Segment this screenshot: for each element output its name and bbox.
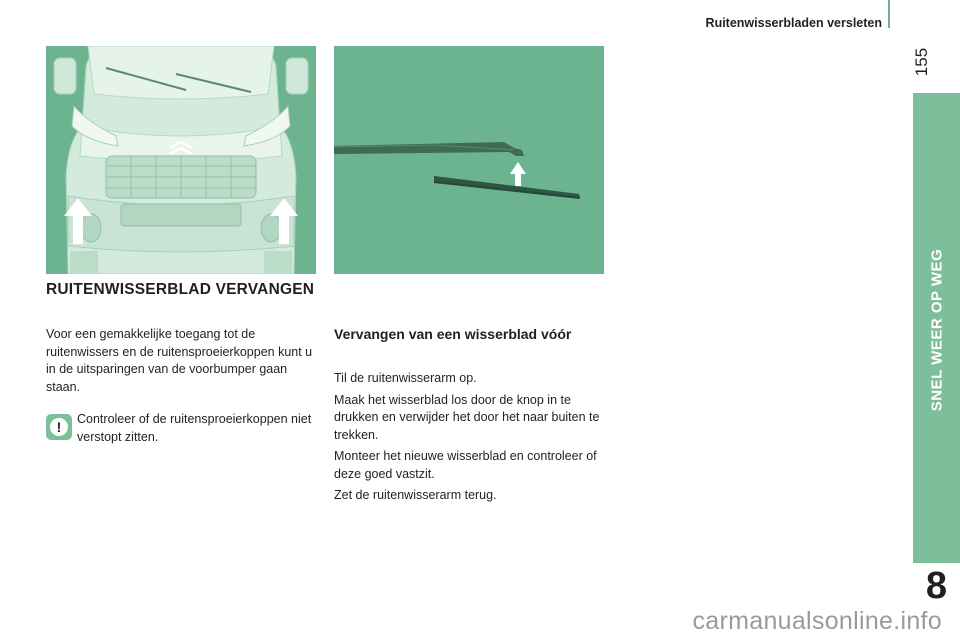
chapter-tab-label: SNEL WEER OP WEG: [928, 248, 945, 412]
intro-paragraph: Voor een gemakkelijke toegang tot de ruitenwissers en de ruitensproeierkoppen kunt u in de uitsparingen van de voorbumper gaan staan.: [46, 327, 313, 394]
wiper-blade-drawing: [334, 46, 604, 274]
exclamation-glyph: !: [50, 418, 68, 436]
page-number: 155: [912, 47, 931, 77]
step-item: Zet de ruitenwisserarm terug.: [334, 488, 497, 502]
step-item: Til de ruitenwisserarm op.: [334, 371, 477, 385]
section-title: RUITENWISSERBLAD VERVANGEN: [46, 281, 315, 298]
running-header: Ruitenwisserbladen versleten: [705, 16, 882, 30]
subsection-title: Vervangen van een wisserblad vóór: [334, 326, 572, 342]
step-list: [334, 370, 609, 509]
chapter-number: 8: [925, 565, 948, 607]
step-item: Maak het wisserblad los door de knop in te drukken en verwijder het door het naar buiten te trekken.: [334, 392, 600, 442]
note-text: Controleer of de ruitensproeierkoppen niet verstopt zitten.: [77, 412, 312, 444]
wiper-blade-illustration: [334, 46, 604, 274]
warning-exclamation-icon: [46, 414, 72, 440]
watermark: carmanualsonline.info: [692, 607, 942, 635]
header-rule: [888, 0, 890, 28]
van-front-illustration: [46, 46, 316, 274]
van-front-drawing: [46, 46, 316, 274]
step-item: Monteer het nieuwe wisserblad en controleer of deze goed vastzit.: [334, 449, 597, 481]
